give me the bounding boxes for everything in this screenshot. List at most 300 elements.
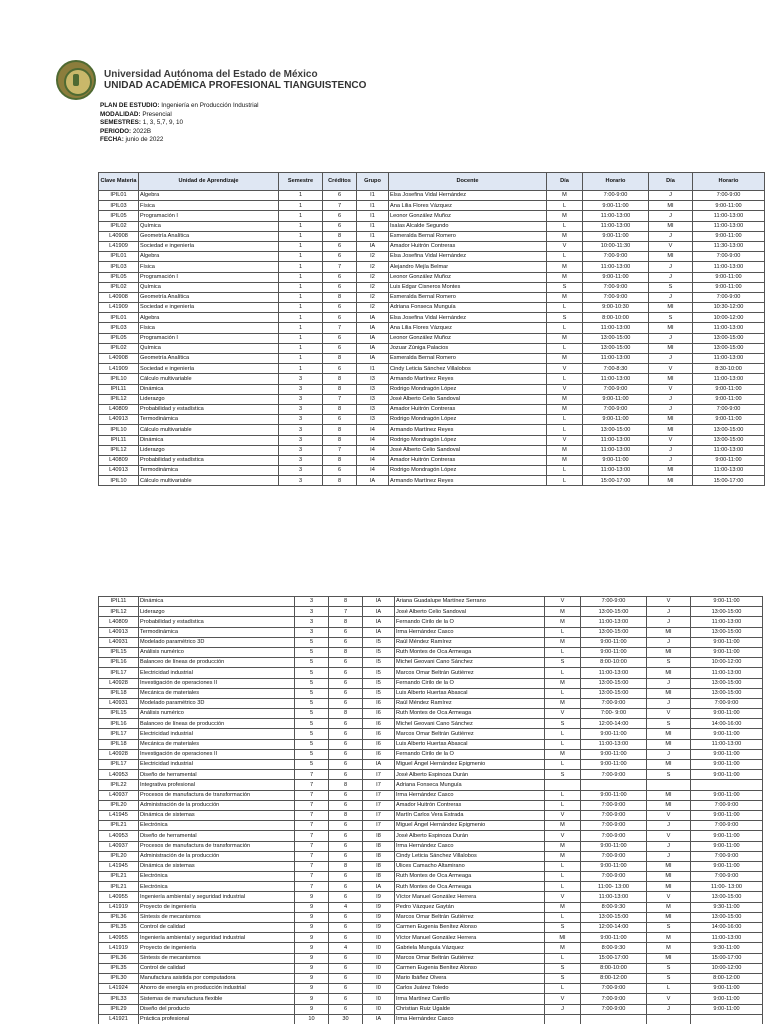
cell-horario-1: 7:00-9:00	[581, 994, 647, 1004]
cell-clave: IPIL17	[99, 729, 139, 739]
cell-dia-2: M	[647, 933, 691, 943]
cell-semestre: 9	[295, 892, 329, 902]
cell-horario-2: 10:00-12:00	[691, 658, 763, 668]
table-row	[99, 994, 763, 1004]
cell-docente: Amador Huitrón Contreras	[389, 455, 547, 465]
cell-unidad: Física	[139, 201, 279, 211]
table-row	[99, 282, 765, 292]
cell-semestre: 1	[279, 211, 323, 221]
table-row	[99, 637, 763, 647]
col-horario-1: Horario	[583, 173, 649, 191]
cell-dia-2: MI	[647, 729, 691, 739]
cell-clave: L40908	[99, 231, 139, 241]
table-row	[99, 374, 765, 384]
cell-horario-1: 9:00-11:00	[581, 749, 647, 759]
cell-horario-2: 10:30-12:00	[693, 303, 765, 313]
table-row	[99, 658, 763, 668]
cell-unidad: Química	[139, 343, 279, 353]
cell-unidad: Programación I	[139, 272, 279, 282]
cell-semestre: 3	[279, 425, 323, 435]
cell-grupo: I1	[357, 231, 389, 241]
cell-horario-2: 9:00-11:00	[691, 841, 763, 851]
cell-horario-1: 13:00-15:00	[581, 607, 647, 617]
table-row	[99, 984, 763, 994]
cell-docente: Raúl Méndez Ramírez	[395, 698, 545, 708]
cell-dia-2: MI	[649, 466, 693, 476]
cell-semestre: 3	[279, 455, 323, 465]
col-dia-1: Día	[547, 173, 583, 191]
table-row	[99, 821, 763, 831]
col-dia-2: Día	[649, 173, 693, 191]
cell-unidad: Termodinámica	[139, 466, 279, 476]
cell-clave: L40908	[99, 292, 139, 302]
cell-creditos: 8	[323, 435, 357, 445]
col-docente: Docente	[389, 173, 547, 191]
cell-unidad: Balanceo de líneas de producción	[139, 658, 295, 668]
cell-dia-2: J	[647, 1004, 691, 1014]
cell-docente: José Alberto Celio Sandoval	[389, 394, 547, 404]
cell-clave: L40931	[99, 637, 139, 647]
cell-grupo: I6	[363, 719, 395, 729]
cell-creditos: 6	[329, 668, 363, 678]
cell-clave: IPIL10	[99, 374, 139, 384]
cell-horario-2: 9:30-11:00	[691, 902, 763, 912]
cell-unidad: Dinámica de sistemas	[139, 861, 295, 871]
cell-grupo: IA	[357, 354, 389, 364]
cell-grupo: I3	[357, 384, 389, 394]
cell-semestre: 9	[295, 943, 329, 953]
cell-clave: IPIL02	[99, 343, 139, 353]
cell-docente: Leonor González Muñoz	[389, 272, 547, 282]
meta-semestres: SEMESTRES: 1, 3, 5,7, 9, 10	[100, 119, 183, 126]
table-row	[99, 790, 763, 800]
cell-dia-1: V	[545, 810, 581, 820]
cell-dia-2: J	[647, 841, 691, 851]
cell-creditos: 6	[329, 739, 363, 749]
cell-docente: Pedro Vázquez Gaytán	[395, 902, 545, 912]
table-row	[99, 963, 763, 973]
cell-clave: IPIL05	[99, 272, 139, 282]
cell-unidad: Administración de la producción	[139, 800, 295, 810]
cell-grupo: I2	[357, 282, 389, 292]
cell-docente: Marcos Omar Beltrán Gutiérrez	[395, 729, 545, 739]
cell-dia-1: V	[545, 831, 581, 841]
cell-docente: Irma Hernández Casco	[395, 841, 545, 851]
cell-unidad: Programación I	[139, 211, 279, 221]
cell-dia-1: L	[547, 466, 583, 476]
cell-docente: Rodrigo Mondragón López	[389, 435, 547, 445]
cell-docente: Cindy Leticia Sánchez Villalobos	[395, 851, 545, 861]
cell-unidad: Control de calidad	[139, 923, 295, 933]
table-row	[99, 851, 763, 861]
cell-grupo: I7	[363, 770, 395, 780]
cell-grupo: I1	[357, 364, 389, 374]
cell-horario-1: 9:00-11:00	[581, 729, 647, 739]
cell-semestre: 3	[279, 445, 323, 455]
cell-creditos: 6	[329, 892, 363, 902]
cell-dia-2: MI	[647, 739, 691, 749]
cell-unidad: Química	[139, 221, 279, 231]
cell-creditos: 8	[323, 354, 357, 364]
cell-grupo: IA	[363, 882, 395, 892]
table-row	[99, 1014, 763, 1024]
cell-horario-1: 9:00-10:30	[583, 303, 649, 313]
cell-unidad: Análisis numérico	[139, 709, 295, 719]
cell-horario-1: 7:00-9:00	[583, 282, 649, 292]
cell-creditos: 6	[329, 882, 363, 892]
cell-clave: L41919	[99, 902, 139, 912]
cell-horario-1: 7:00-9:00	[581, 597, 647, 607]
cell-semestre: 5	[295, 709, 329, 719]
cell-docente: Ulices Camacho Altamirano	[395, 861, 545, 871]
cell-dia-2: MI	[647, 861, 691, 871]
cell-semestre: 1	[279, 343, 323, 353]
cell-grupo: I8	[363, 851, 395, 861]
cell-unidad: Algebra	[139, 191, 279, 201]
cell-dia-2: S	[649, 313, 693, 323]
cell-dia-2: MI	[649, 252, 693, 262]
cell-horario-2: 11:00-13:00	[693, 445, 765, 455]
cell-dia-1: M	[545, 637, 581, 647]
cell-unidad: Dinámica de sistemas	[139, 810, 295, 820]
cell-semestre: 1	[279, 354, 323, 364]
cell-grupo: I6	[363, 739, 395, 749]
cell-dia-2: J	[649, 211, 693, 221]
cell-horario-2: 9:00-11:00	[693, 384, 765, 394]
cell-creditos: 6	[323, 466, 357, 476]
cell-clave: IPIL21	[99, 872, 139, 882]
cell-docente: Ariana Guadalupe Martínez Serrano	[395, 597, 545, 607]
cell-clave: IPIL21	[99, 821, 139, 831]
cell-dia-1: L	[545, 872, 581, 882]
cell-dia-2: MI	[649, 415, 693, 425]
cell-dia-2: MI	[647, 912, 691, 922]
cell-unidad: Probabilidad y estadística	[139, 617, 295, 627]
cell-clave: IPIL01	[99, 191, 139, 201]
cell-dia-2: V	[647, 994, 691, 1004]
cell-dia-1: S	[547, 282, 583, 292]
cell-creditos: 6	[329, 790, 363, 800]
cell-docente: Amador Huitrón Contreras	[389, 404, 547, 414]
university-seal-icon	[56, 60, 96, 100]
cell-dia-1: L	[547, 476, 583, 486]
cell-docente: Rodrigo Mondragón López	[389, 466, 547, 476]
cell-unidad: Geometría Analítica	[139, 354, 279, 364]
cell-dia-2: MI	[649, 374, 693, 384]
cell-unidad: Física	[139, 323, 279, 333]
cell-dia-1: V	[547, 241, 583, 251]
cell-grupo: I5	[363, 688, 395, 698]
cell-unidad: Termodinámica	[139, 415, 279, 425]
cell-docente: Martín Carlos Vera Estrada	[395, 810, 545, 820]
cell-creditos: 6	[329, 984, 363, 994]
cell-creditos: 8	[329, 709, 363, 719]
cell-semestre: 9	[295, 953, 329, 963]
cell-semestre: 1	[279, 323, 323, 333]
cell-grupo: I0	[363, 973, 395, 983]
cell-dia-1: V	[547, 364, 583, 374]
cell-grupo: I0	[363, 1004, 395, 1014]
cell-docente: Marcos Omar Beltrán Gutiérrez	[395, 912, 545, 922]
cell-creditos: 6	[323, 282, 357, 292]
cell-docente: Michel Geovani Cano Sánchez	[395, 658, 545, 668]
cell-creditos: 6	[323, 241, 357, 251]
cell-docente: Víctor Manuel González Herrera	[395, 933, 545, 943]
cell-grupo: I9	[363, 912, 395, 922]
cell-semestre: 5	[295, 668, 329, 678]
cell-horario-2: 9:00-11:00	[691, 984, 763, 994]
cell-creditos: 6	[323, 313, 357, 323]
cell-docente: Armando Martínez Reyes	[389, 425, 547, 435]
cell-horario-2: 7:00-9:00	[691, 872, 763, 882]
cell-horario-1: 8:00-10:00	[581, 658, 647, 668]
cell-dia-2: MI	[649, 476, 693, 486]
cell-semestre: 3	[279, 435, 323, 445]
cell-creditos: 6	[329, 841, 363, 851]
cell-horario-1: 9:00-11:00	[583, 455, 649, 465]
cell-horario-1: 8:00-9:30	[581, 943, 647, 953]
table-row	[99, 1004, 763, 1014]
cell-unidad: Electricidad industrial	[139, 729, 295, 739]
cell-creditos: 6	[329, 729, 363, 739]
cell-horario-2: 9:00-11:00	[691, 749, 763, 759]
cell-clave: IPIL33	[99, 994, 139, 1004]
cell-horario-2: 13:00-15:00	[691, 627, 763, 637]
cell-clave: L40928	[99, 749, 139, 759]
cell-grupo: I0	[363, 984, 395, 994]
cell-dia-2: MI	[647, 760, 691, 770]
schedule-table-2	[98, 596, 763, 1024]
cell-creditos: 6	[329, 637, 363, 647]
cell-creditos: 6	[323, 272, 357, 282]
table-row	[99, 191, 765, 201]
cell-creditos: 6	[329, 933, 363, 943]
table-row	[99, 435, 765, 445]
cell-clave: L40809	[99, 617, 139, 627]
cell-horario-2: 8:30-10:00	[693, 364, 765, 374]
cell-dia-1: L	[545, 627, 581, 637]
cell-docente: José Alberto Espinoza Durán	[395, 770, 545, 780]
cell-semestre: 5	[295, 719, 329, 729]
cell-semestre: 3	[279, 466, 323, 476]
cell-grupo: IA	[363, 760, 395, 770]
cell-horario-1: 8:00-9:30	[581, 902, 647, 912]
meta-fecha: FECHA: junio de 2022	[100, 136, 164, 143]
cell-semestre: 3	[279, 476, 323, 486]
cell-semestre: 3	[279, 384, 323, 394]
cell-docente: Ruth Montes de Oca Armeaga	[395, 882, 545, 892]
cell-grupo: I2	[357, 303, 389, 313]
cell-dia-2: S	[647, 973, 691, 983]
cell-dia-2: J	[649, 292, 693, 302]
cell-creditos: 7	[323, 445, 357, 455]
cell-horario-2: 7:00-9:00	[693, 292, 765, 302]
cell-unidad: Diseño del producto	[139, 1004, 295, 1014]
cell-unidad: Modelado paramétrico 3D	[139, 698, 295, 708]
cell-dia-1: L	[545, 688, 581, 698]
cell-docente: Armando Martínez Reyes	[389, 476, 547, 486]
cell-clave: IPIL03	[99, 262, 139, 272]
table-row	[99, 211, 765, 221]
cell-dia-1: M	[545, 902, 581, 912]
cell-creditos: 6	[329, 749, 363, 759]
cell-docente: Marcos Omar Beltrán Gutiérrez	[395, 953, 545, 963]
cell-clave: IPIL15	[99, 709, 139, 719]
cell-dia-1: V	[547, 435, 583, 445]
cell-dia-2: MI	[649, 343, 693, 353]
cell-docente: Leonor González Muñoz	[389, 333, 547, 343]
cell-dia-2: S	[647, 658, 691, 668]
cell-horario-2: 11:00-13:00	[691, 617, 763, 627]
table-row	[99, 800, 763, 810]
table-row	[99, 262, 765, 272]
cell-unidad: Electrónica	[139, 821, 295, 831]
meta-modalidad: MODALIDAD: Presencial	[100, 110, 172, 118]
cell-clave: IPIL30	[99, 973, 139, 983]
cell-creditos: 6	[329, 912, 363, 922]
cell-clave: IPIL20	[99, 800, 139, 810]
cell-horario-1: 9:00-11:00	[581, 637, 647, 647]
cell-semestre: 5	[295, 647, 329, 657]
cell-horario-2: 14:00-16:00	[691, 719, 763, 729]
cell-unidad: Administración de la producción	[139, 851, 295, 861]
cell-dia-2: V	[647, 810, 691, 820]
cell-dia-1: S	[545, 719, 581, 729]
cell-horario-1: 9:00-11:00	[581, 841, 647, 851]
cell-dia-2: J	[649, 262, 693, 272]
cell-clave: IPIL16	[99, 719, 139, 729]
table-row	[99, 252, 765, 262]
cell-creditos: 6	[323, 415, 357, 425]
table-row	[99, 333, 765, 343]
cell-horario-2: 11:00-13:00	[691, 933, 763, 943]
cell-horario-2: 9:00-11:00	[691, 709, 763, 719]
cell-unidad: Algebra	[139, 313, 279, 323]
table-row	[99, 709, 763, 719]
cell-creditos: 6	[329, 973, 363, 983]
cell-unidad: Electrónica	[139, 872, 295, 882]
cell-unidad: Procesos de manufactura de transformación	[139, 841, 295, 851]
cell-unidad: Física	[139, 262, 279, 272]
cell-grupo: I4	[357, 425, 389, 435]
cell-docente: José Alberto Celio Sandoval	[389, 445, 547, 455]
cell-docente: Christian Ruiz Ugalde	[395, 1004, 545, 1014]
cell-horario-1: 11:00-13:00	[583, 466, 649, 476]
cell-grupo: IA	[363, 607, 395, 617]
cell-unidad: Electricidad industrial	[139, 760, 295, 770]
cell-unidad: Cálculo multivariable	[139, 374, 279, 384]
cell-semestre: 3	[295, 617, 329, 627]
cell-dia-2: J	[649, 445, 693, 455]
cell-grupo: I2	[357, 292, 389, 302]
cell-creditos: 6	[323, 221, 357, 231]
cell-unidad: Sociedad e ingeniería	[139, 241, 279, 251]
cell-horario-2: 11:30-13:00	[693, 241, 765, 251]
cell-unidad: Síntesis de mecanismos	[139, 912, 295, 922]
cell-horario-2: 9:30-11:00	[691, 943, 763, 953]
cell-horario-1: 7:00-9:00	[583, 404, 649, 414]
cell-creditos: 6	[329, 851, 363, 861]
table-row	[99, 973, 763, 983]
cell-clave: L40955	[99, 933, 139, 943]
cell-grupo: I1	[357, 201, 389, 211]
cell-clave: IPIL10	[99, 476, 139, 486]
cell-horario-2: 15:00-17:00	[691, 953, 763, 963]
cell-clave: L40953	[99, 831, 139, 841]
cell-creditos: 6	[329, 688, 363, 698]
cell-unidad: Síntesis de mecanismos	[139, 953, 295, 963]
cell-grupo: I6	[363, 709, 395, 719]
cell-clave: IPIL36	[99, 953, 139, 963]
cell-dia-2: MI	[647, 872, 691, 882]
cell-grupo: I0	[363, 953, 395, 963]
cell-docente: Esmeralda Bernal Romero	[389, 231, 547, 241]
cell-dia-1: M	[547, 262, 583, 272]
cell-dia-1: L	[547, 374, 583, 384]
cell-dia-2	[647, 780, 691, 790]
cell-semestre: 1	[279, 262, 323, 272]
cell-creditos: 6	[329, 658, 363, 668]
cell-dia-2: MI	[649, 221, 693, 231]
cell-grupo: I4	[357, 435, 389, 445]
cell-semestre: 7	[295, 872, 329, 882]
cell-dia-2: J	[647, 678, 691, 688]
cell-horario-1: 9:00-11:00	[581, 647, 647, 657]
cell-unidad: Mecánica de materiales	[139, 739, 295, 749]
cell-horario-2: 13:00-15:00	[691, 607, 763, 617]
cell-unidad: Sistemas de manufactura flexible	[139, 994, 295, 1004]
cell-horario-1: 7:00-9:00	[583, 384, 649, 394]
cell-grupo: I0	[363, 963, 395, 973]
cell-horario-2: 11:00-13:00	[693, 262, 765, 272]
cell-clave: L41921	[99, 1014, 139, 1024]
cell-semestre: 9	[295, 912, 329, 922]
table-row	[99, 668, 763, 678]
cell-semestre: 9	[295, 923, 329, 933]
cell-dia-2: MI	[647, 647, 691, 657]
cell-horario-2: 7:00-9:00	[693, 252, 765, 262]
cell-creditos: 6	[323, 211, 357, 221]
table-row	[99, 719, 763, 729]
cell-grupo: I1	[357, 191, 389, 201]
cell-dia-1: M	[547, 272, 583, 282]
cell-docente: Marcos Omar Beltrán Gutiérrez	[395, 668, 545, 678]
cell-creditos: 8	[329, 647, 363, 657]
cell-unidad: Cálculo multivariable	[139, 425, 279, 435]
cell-horario-2: 10:00-12:00	[693, 313, 765, 323]
cell-docente: Irma Hernández Casco	[395, 1014, 545, 1024]
cell-horario-1: 11:00-13:00	[583, 221, 649, 231]
cell-unidad: Ahorro de energía en producción industrial	[139, 984, 295, 994]
cell-horario-2: 7:00-9:00	[691, 800, 763, 810]
cell-clave: L41924	[99, 984, 139, 994]
col-clave: Clave Materia	[99, 173, 139, 191]
cell-dia-1: L	[545, 729, 581, 739]
cell-semestre: 3	[279, 415, 323, 425]
cell-docente: Isaías Alcalde Segundo	[389, 221, 547, 231]
cell-unidad: Dinámica	[139, 384, 279, 394]
cell-horario-2: 13:00-15:00	[693, 425, 765, 435]
cell-unidad: Manufactura asistida por computadora	[139, 973, 295, 983]
cell-docente: José Alberto Celio Sandoval	[395, 607, 545, 617]
cell-docente: Víctor Manuel González Herrera	[395, 892, 545, 902]
cell-docente: Elsa Josefina Vidal Hernández	[389, 191, 547, 201]
cell-clave: L40913	[99, 466, 139, 476]
cell-grupo: I5	[363, 668, 395, 678]
cell-creditos: 30	[329, 1014, 363, 1024]
cell-horario-2: 11:00- 13:00	[691, 882, 763, 892]
cell-horario-1: 11:00-13:00	[583, 374, 649, 384]
